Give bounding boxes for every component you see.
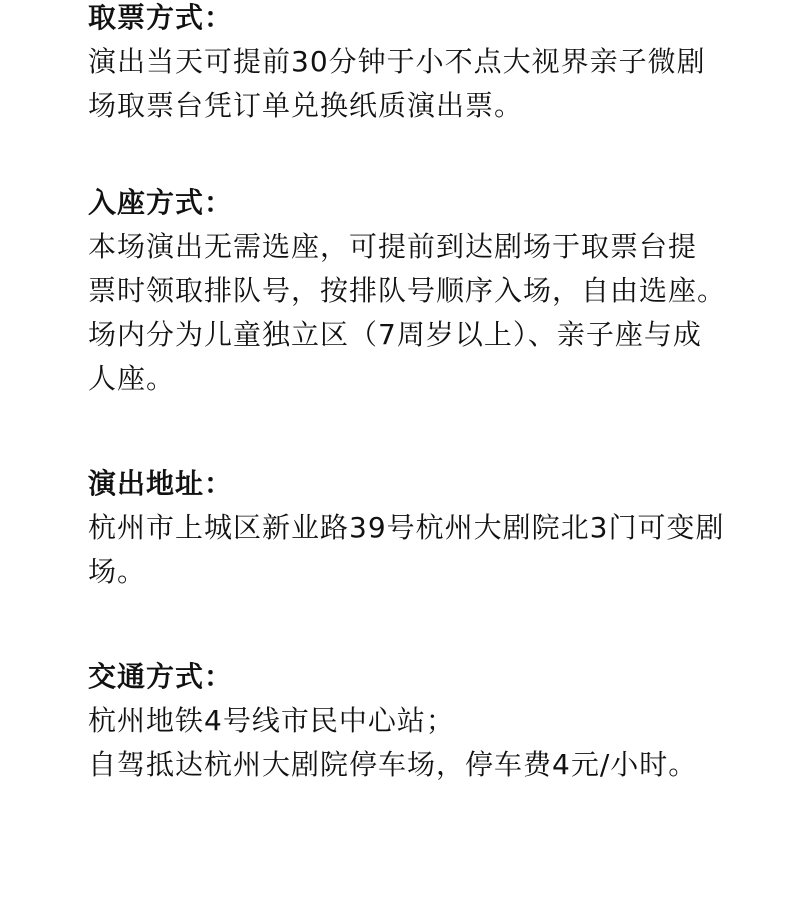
transport-section <box>88 655 748 787</box>
text-line: 场。 <box>88 555 147 588</box>
text-line: 杭州市上城区新业路39号杭州大剧院北3门可变剧 <box>88 511 725 544</box>
text-line: 场内分为儿童独立区（7周岁以上）、亲子座与成 <box>88 318 702 351</box>
text-line: 场取票台凭订单兑换纸质演出票。 <box>88 89 524 122</box>
seating-text <box>88 225 748 401</box>
text-line: 人座。 <box>88 362 176 395</box>
ticket-pickup-section <box>88 0 748 128</box>
text-line: 杭州地铁4号线市民中心站； <box>88 704 455 737</box>
transport-text <box>88 699 748 787</box>
text-line: 票时领取排队号，按排队号顺序入场，自由选座。 <box>88 274 727 307</box>
ticket-pickup-text <box>88 40 748 128</box>
venue-address-text <box>88 506 748 594</box>
text-line: 自驾抵达杭州大剧院停车场，停车费4元/小时。 <box>88 748 698 781</box>
venue-address-section <box>88 462 748 594</box>
seating-heading: 入座方式： <box>88 186 234 219</box>
venue-address-heading: 演出地址： <box>88 467 234 500</box>
ticket-pickup-heading: 取票方式： <box>88 1 234 34</box>
text-line: 本场演出无需选座，可提前到达剧场于取票台提 <box>88 230 698 263</box>
transport-heading: 交通方式： <box>88 660 234 693</box>
seating-section <box>88 181 748 401</box>
text-line: 演出当天可提前30分钟于小不点大视界亲子微剧 <box>88 45 706 78</box>
